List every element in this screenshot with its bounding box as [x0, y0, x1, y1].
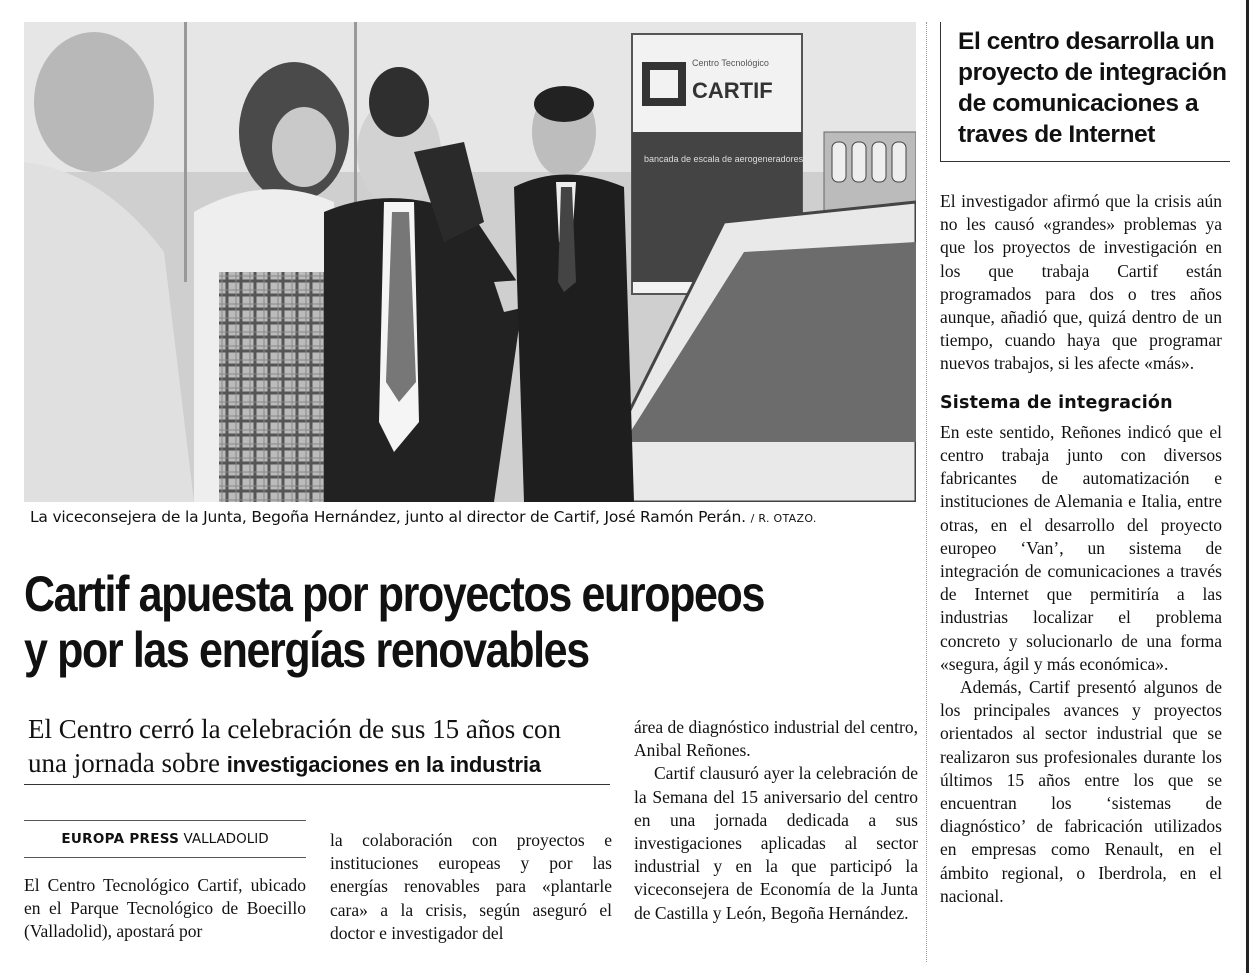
photo-credit: / R. OTAZO. [750, 512, 817, 525]
body-column-3 [634, 716, 918, 925]
byline [24, 820, 306, 858]
byline-city: VALLADOLID [183, 831, 269, 847]
sign-caption: bancada de escala de aerogeneradores [644, 154, 804, 164]
section-subhead: Sistema de integración [940, 392, 1173, 413]
news-photo [24, 22, 916, 502]
subheadline-line-2 [28, 746, 628, 782]
subheadline-rule [24, 784, 610, 785]
body-paragraph: la colaboración con proyectos e instituciones europeas y por las energías renovables para «plantarle cara» a la crisis, según aseguró el doctor e investigador del [330, 830, 612, 943]
body-column-4 [940, 190, 1222, 908]
body-paragraph: El investigador afirmó que la crisis aún no les causó «grandes» problemas ya que los proyectos de investigación en los que trabaja Cartif están programados para dos o tres años aunque, añadió que, quizá dentro de un tiempo, cuando haya que programar nuevos trabajos, si les afecte «más». [940, 191, 1222, 374]
body-paragraph: área de diagnóstico industrial del centro, Anibal Reñones. [634, 717, 918, 761]
caption-text: La viceconsejera de la Junta, Begoña Hernández, junto al director de Cartif, José Ramón Perán. [30, 508, 746, 526]
photo-caption [30, 508, 920, 526]
subheadline-line-1: El Centro cerró la celebración de sus 15 años con [28, 714, 562, 744]
body-paragraph: En este sentido, Reñones indicó que el centro trabaja junto con diversos fabricantes de automatización e instituciones de Alemania e Italia, entre otras, en el desarrollo del proyecto europeo ‘Van’, un sistema de integración de comunicaciones a través de Internet que permitiría a las industrias localizar el problema concreto y solucionarlo de una forma «segura, ágil y más económica». [940, 421, 1222, 674]
body-paragraph: El Centro Tecnológico Cartif, ubicado en el Parque Tecnológico de Boecillo (Valladolid), apostará por [24, 875, 306, 942]
sign-subtitle: Centro Tecnológico [692, 58, 769, 68]
subheadline-bold: investigaciones en la industria [226, 752, 541, 777]
body-paragraph: Además, Cartif presentó algunos de los principales avances y proyectos orientados al sector industrial que se realizaron sus profesionales durante los últimos 15 años entre los que se encuentran los ‘sistemas de diagnóstico’ de fabricación utilizados en empresas como Renault, en el ámbito regional, o Iberdrola, en el nacional. [940, 677, 1222, 906]
sign-brand: CARTIF [692, 78, 773, 103]
body-paragraph: Cartif clausuró ayer la celebración de la Semana del 15 aniversario del centro en una jornada dedicada a sus investigaciones aplicadas al sector industrial y en la que participó la viceconsejera de Economía de la Junta de Castilla y León, Begoña Hernández. [634, 763, 918, 923]
body-column-1 [24, 874, 306, 944]
headline-line-1: Cartif apuesta por proyectos europeos [24, 566, 765, 622]
subheadline [28, 712, 628, 782]
headline-line-2: y por las energías renovables [24, 622, 589, 678]
body-column-2 [330, 829, 612, 945]
subheadline-plain: una jornada sobre [28, 748, 220, 778]
sidebar-headline: El centro desarrolla un proyecto de integración de comunicaciones a traves de Internet [958, 28, 1227, 148]
byline-agency: EUROPA PRESS [61, 831, 180, 847]
photo-illustration [24, 22, 916, 502]
column-separator [926, 22, 927, 962]
headline [24, 566, 798, 678]
